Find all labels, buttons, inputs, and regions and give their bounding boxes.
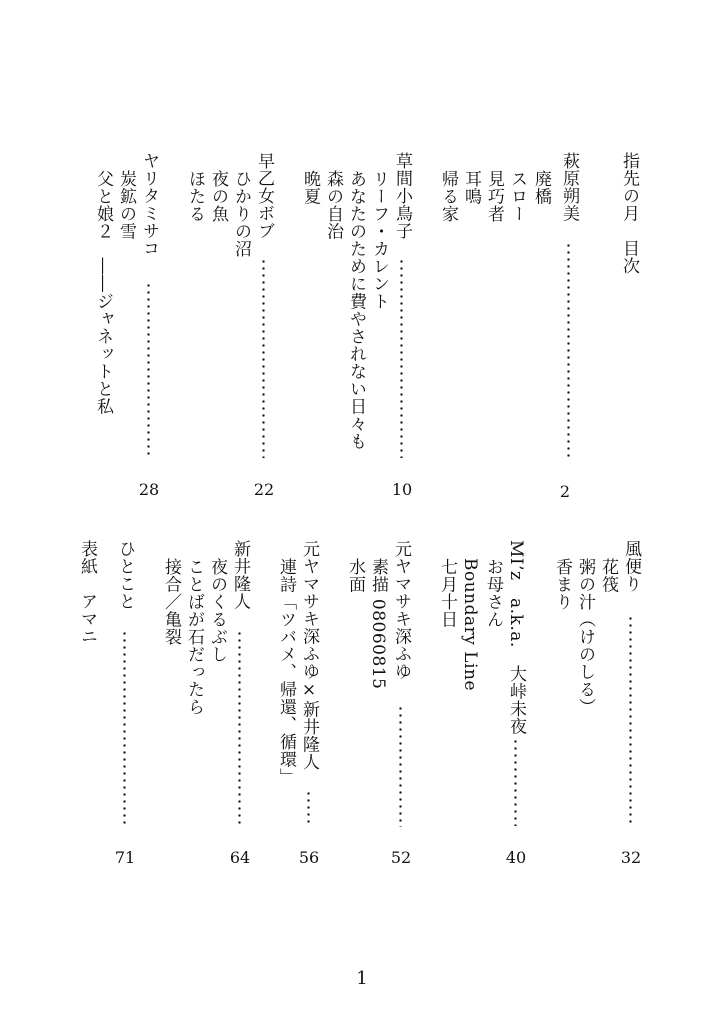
leader-dots: [399, 705, 402, 827]
toc-title: 指先の月 目次: [619, 152, 639, 275]
section-author: 元ヤマサキ深ふゆ×新井隆人: [299, 540, 319, 771]
page-ref: 52: [390, 848, 412, 867]
section-author: 元ヤマサキ深ふゆ: [391, 540, 411, 680]
page-number: 1: [356, 968, 368, 989]
leader-dots: [123, 630, 126, 827]
section-item: お母さん: [483, 558, 503, 628]
leader-dots: [400, 258, 403, 458]
section-item: 連詩「ツバメ、帰還、循環」: [276, 558, 296, 786]
section-item: ほたる: [185, 170, 205, 223]
section-item: 花筏: [598, 558, 618, 593]
leader-dots: [629, 615, 632, 827]
section-item: あなたのために費やされない日々も: [346, 170, 366, 450]
section-item: 晩夏: [300, 170, 320, 205]
section-item: 炭鉱の雪: [116, 170, 136, 240]
section-author: 萩原朔美: [559, 152, 579, 222]
section-item: 夜のくるぶし: [207, 558, 227, 663]
section-item: スロー: [507, 170, 527, 223]
leader-dots: [307, 790, 310, 826]
page-ref: 56: [298, 848, 320, 867]
section-item: ことばが石だったら: [184, 558, 204, 716]
section-item: リーフ・カレント: [369, 170, 389, 310]
page-ref: 2: [559, 482, 571, 501]
page-ref: 64: [229, 848, 251, 867]
section-author: 早乙女ボブ: [254, 152, 274, 240]
section-author: MI’z a.k.a. 大峠未夜: [506, 540, 526, 736]
section-item: 父と娘２ ――ジャネットと私: [93, 170, 113, 415]
section-item: 水面: [345, 558, 365, 593]
leader-dots: [262, 258, 265, 458]
section-item: 香まり: [552, 558, 572, 611]
leader-dots: [514, 738, 517, 826]
leader-dots: [238, 630, 241, 827]
section-item: 耳鳴: [461, 170, 481, 205]
section-author: 草間小鳥子: [392, 152, 412, 240]
page-ref: 40: [505, 848, 527, 867]
section-author: 新井隆人: [230, 540, 250, 610]
page-ref: 28: [138, 480, 160, 499]
section-item: 森の自治: [323, 170, 343, 240]
section-author: 風便り: [621, 540, 641, 593]
section-author: ヤリタミサコ: [139, 152, 159, 257]
section-author: ひとこと: [115, 540, 135, 610]
section-item: 接合／亀裂: [161, 558, 181, 646]
section-item: 廃橋: [531, 170, 551, 205]
page-ref: 22: [253, 480, 275, 499]
section-item: 夜の魚: [208, 170, 228, 223]
page-ref: 71: [114, 848, 136, 867]
page-ref: 10: [391, 480, 413, 499]
section-item: 帰る家: [438, 170, 458, 223]
leader-dots: [567, 242, 570, 460]
section-item: ひかりの沼: [231, 170, 251, 258]
section-item: 七月十日: [437, 558, 457, 628]
section-item: 素描 08060815: [368, 558, 388, 690]
section-author: 表紙 アマニ: [77, 540, 97, 645]
section-item: 粥の汁（けのしる）: [575, 558, 595, 716]
page-ref: 32: [620, 848, 642, 867]
section-item: Boundary Line: [460, 558, 480, 692]
leader-dots: [147, 282, 150, 458]
section-item: 見巧者: [484, 170, 504, 223]
